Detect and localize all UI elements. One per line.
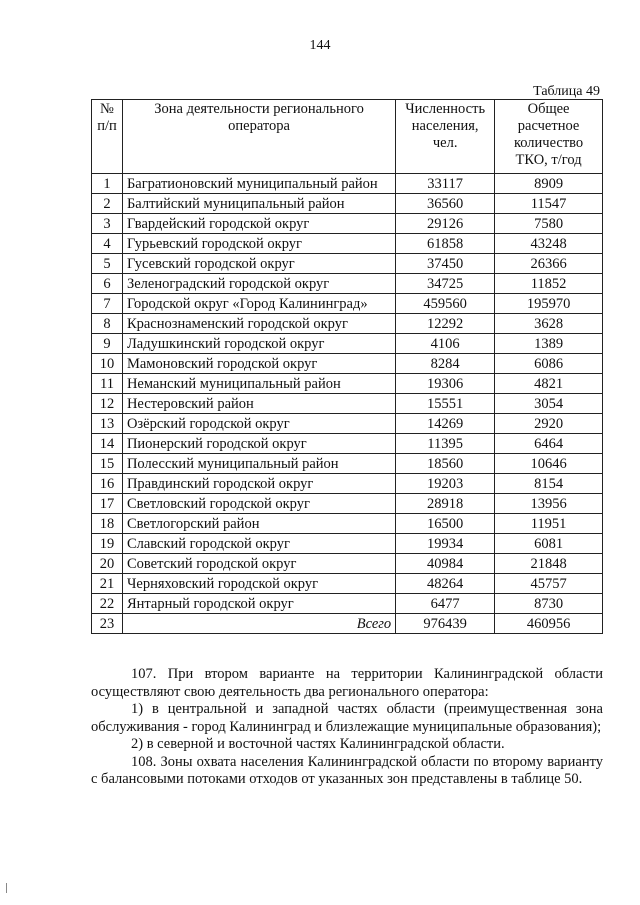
row-zone: Багратионовский муниципальный район [122,174,395,194]
row-number: 12 [92,394,123,414]
row-population: 459560 [396,294,495,314]
row-tko: 2920 [495,414,603,434]
table-row [92,534,603,554]
row-number: 20 [92,554,123,574]
row-zone: Озёрский городской округ [122,414,395,434]
row-population: 18560 [396,454,495,474]
row-zone: Краснознаменский городской округ [122,314,395,334]
row-tko: 6086 [495,354,603,374]
row-population: 14269 [396,414,495,434]
header-population: Численность населения, чел. [396,100,495,174]
row-tko: 8909 [495,174,603,194]
row-number: 8 [92,314,123,334]
row-tko: 26366 [495,254,603,274]
row-zone: Гусевский городской округ [122,254,395,274]
row-population: 15551 [396,394,495,414]
row-population: 34725 [396,274,495,294]
row-number: 19 [92,534,123,554]
row-number: 16 [92,474,123,494]
total-number: 23 [92,614,123,634]
row-tko: 45757 [495,574,603,594]
row-number: 14 [92,434,123,454]
table-row [92,254,603,274]
row-zone: Городской округ «Город Калининград» [122,294,395,314]
row-tko: 7580 [495,214,603,234]
row-population: 19203 [396,474,495,494]
row-number: 5 [92,254,123,274]
table-row [92,574,603,594]
table-total-row [92,614,603,634]
row-population: 33117 [396,174,495,194]
row-zone: Ладушкинский городской округ [122,334,395,354]
row-population: 40984 [396,554,495,574]
row-population: 11395 [396,434,495,454]
row-zone: Полесский муниципальный район [122,454,395,474]
row-tko: 6464 [495,434,603,454]
paragraph-108: 108. Зоны охвата населения Калининградской области по второму варианту с балансовыми потоками отходов от указанных зон представлены в таблице 50. [91,753,603,787]
table-row [92,354,603,374]
table-body [92,174,603,634]
table-header-row [92,100,603,174]
operator-zones-table [91,99,603,634]
row-population: 37450 [396,254,495,274]
row-tko: 43248 [495,234,603,254]
table-row [92,314,603,334]
scan-artifact [6,883,7,893]
table-row [92,434,603,454]
paragraph-item-2: 2) в северной и восточной частях Калининградской области. [131,736,505,752]
table-row [92,374,603,394]
table-caption: Таблица 49 [533,84,600,99]
row-tko: 8730 [495,594,603,614]
row-number: 22 [92,594,123,614]
row-population: 12292 [396,314,495,334]
row-population: 48264 [396,574,495,594]
row-number: 7 [92,294,123,314]
row-number: 6 [92,274,123,294]
table-row [92,454,603,474]
row-zone: Светлогорский район [122,514,395,534]
row-zone: Гвардейский городской округ [122,214,395,234]
row-tko: 3054 [495,394,603,414]
total-label: Всего [122,614,395,634]
row-tko: 195970 [495,294,603,314]
row-number: 21 [92,574,123,594]
row-population: 28918 [396,494,495,514]
row-tko: 11951 [495,514,603,534]
row-number: 15 [92,454,123,474]
total-tko: 460956 [495,614,603,634]
paragraph-item-1: 1) в центральной и западной частях области (преимущественная зона обслуживания - город Калининград и близлежащие муниципальные образования); [91,701,603,735]
row-tko: 11852 [495,274,603,294]
page-number: 144 [309,38,331,53]
row-zone: Пионерский городской округ [122,434,395,454]
row-number: 9 [92,334,123,354]
row-number: 11 [92,374,123,394]
row-tko: 1389 [495,334,603,354]
row-number: 4 [92,234,123,254]
row-population: 16500 [396,514,495,534]
total-population: 976439 [396,614,495,634]
row-population: 19306 [396,374,495,394]
row-number: 1 [92,174,123,194]
paragraph-107: 107. При втором варианте на территории Калининградской области осуществляют свою деятельность два регионального оператора: [91,666,603,700]
table-row [92,494,603,514]
row-number: 17 [92,494,123,514]
row-population: 61858 [396,234,495,254]
row-zone: Советский городской округ [122,554,395,574]
row-tko: 4821 [495,374,603,394]
table-row [92,554,603,574]
table-row [92,594,603,614]
row-population: 8284 [396,354,495,374]
row-tko: 21848 [495,554,603,574]
row-population: 29126 [396,214,495,234]
table-row [92,394,603,414]
row-tko: 8154 [495,474,603,494]
table-row [92,294,603,314]
row-zone: Гурьевский городской округ [122,234,395,254]
row-number: 18 [92,514,123,534]
table-row [92,194,603,214]
table-row [92,414,603,434]
row-population: 19934 [396,534,495,554]
row-tko: 6081 [495,534,603,554]
row-zone: Балтийский муниципальный район [122,194,395,214]
table-row [92,334,603,354]
table-row [92,514,603,534]
row-zone: Правдинский городской округ [122,474,395,494]
row-tko: 10646 [495,454,603,474]
row-zone: Неманский муниципальный район [122,374,395,394]
table-row [92,174,603,194]
row-tko: 13956 [495,494,603,514]
table-row [92,234,603,254]
row-population: 36560 [396,194,495,214]
table-row [92,214,603,234]
row-number: 10 [92,354,123,374]
header-tko: Общее расчетное количество ТКО, т/год [495,100,603,174]
header-zone: Зона деятельности регионального оператора [122,100,395,174]
row-number: 3 [92,214,123,234]
row-tko: 3628 [495,314,603,334]
row-zone: Мамоновский городской округ [122,354,395,374]
row-zone: Славский городской округ [122,534,395,554]
row-number: 13 [92,414,123,434]
row-zone: Светловский городской округ [122,494,395,514]
row-population: 6477 [396,594,495,614]
row-tko: 11547 [495,194,603,214]
row-zone: Янтарный городской округ [122,594,395,614]
row-number: 2 [92,194,123,214]
row-population: 4106 [396,334,495,354]
header-num: № п/п [92,100,123,174]
row-zone: Черняховский городской округ [122,574,395,594]
body-text [91,666,603,789]
table-row [92,274,603,294]
table-row [92,474,603,494]
row-zone: Зеленоградский городской округ [122,274,395,294]
row-zone: Нестеровский район [122,394,395,414]
